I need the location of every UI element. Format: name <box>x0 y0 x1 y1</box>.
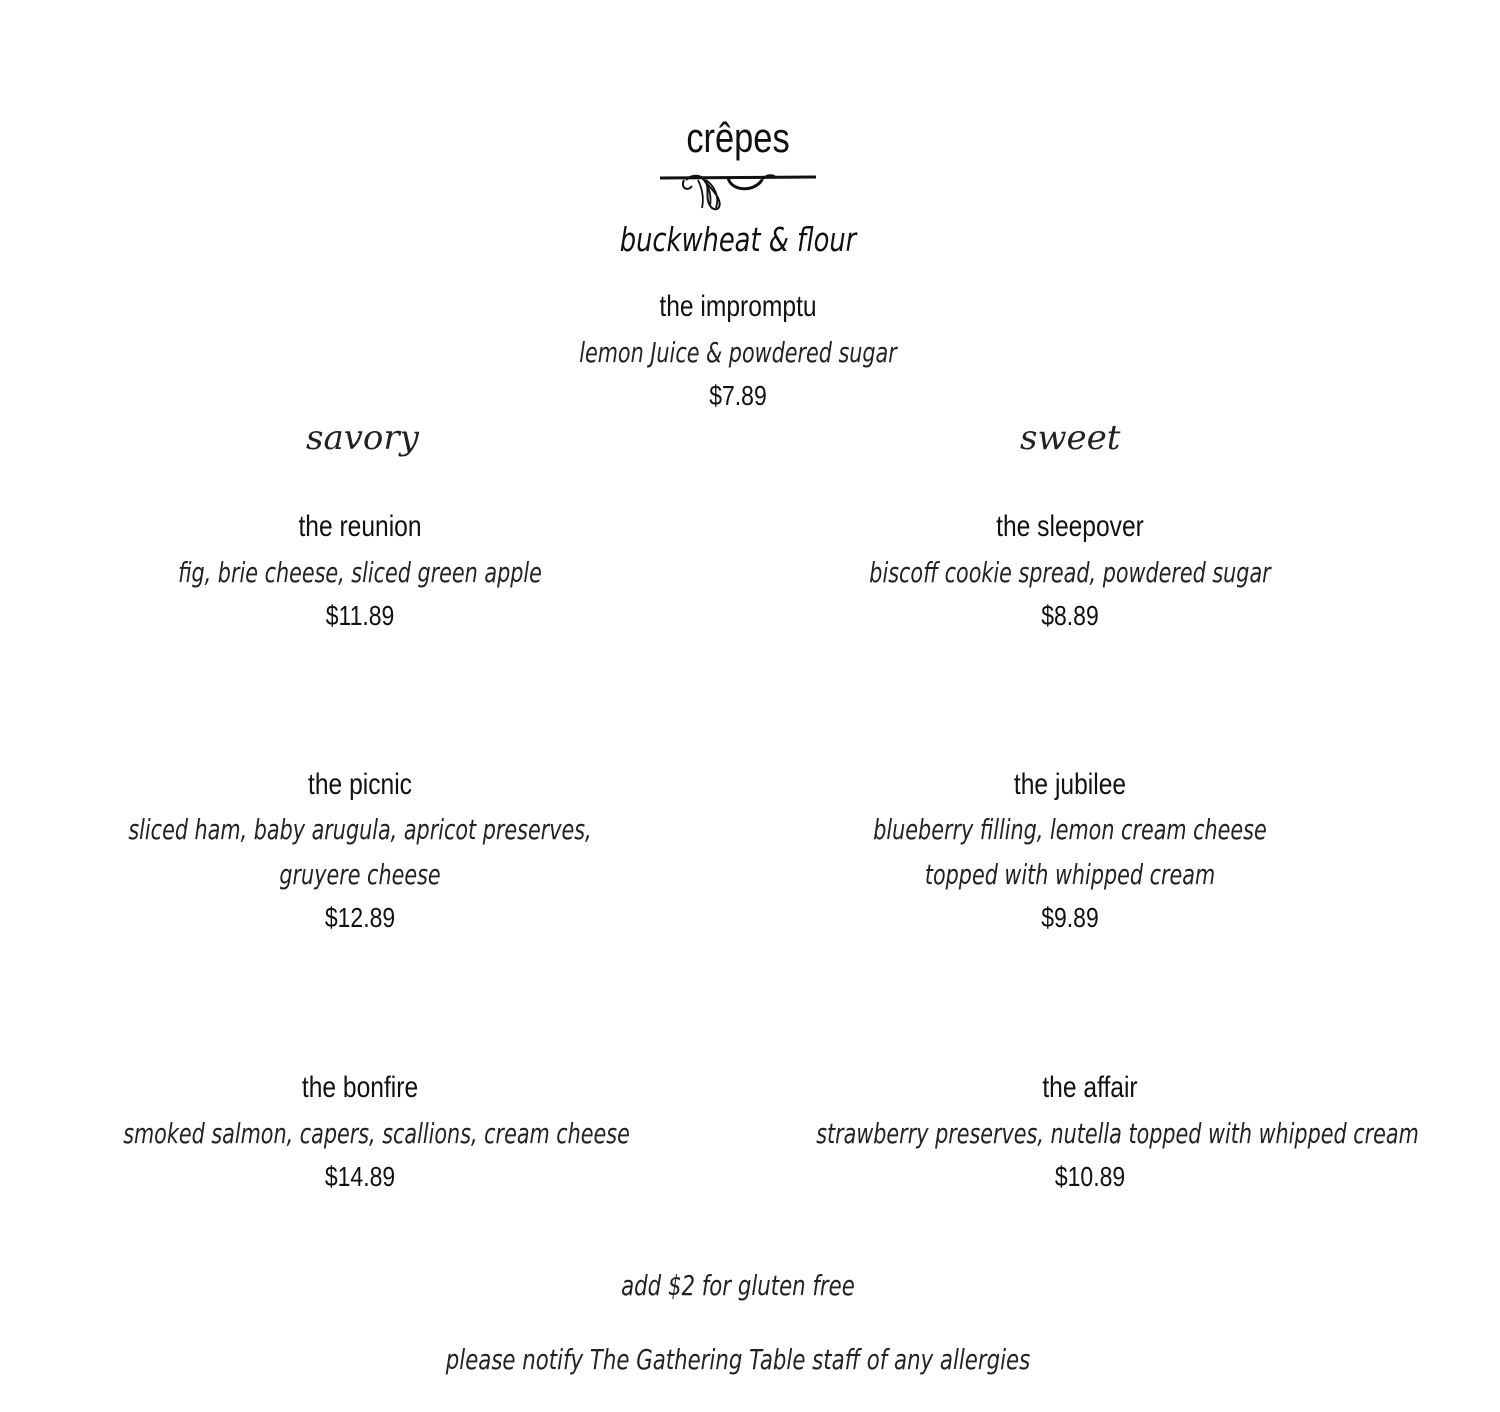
featured-item-description: lemon Juice & powdered sugar <box>579 336 897 369</box>
sweet-item-2-price: $10.89 <box>1054 1161 1126 1192</box>
menu-title: crêpes <box>686 114 790 161</box>
sweet-item-0-name: the sleepover <box>996 510 1144 543</box>
sweet-item-1-description-line-2: topped with whipped cream <box>924 858 1216 891</box>
featured-item-name: the impromptu <box>659 290 817 323</box>
savory-item-2-name: the bonfire <box>301 1071 419 1104</box>
sweet-item-2-description: strawberry preserves, nutella topped with whipped cream <box>816 1117 1419 1150</box>
gluten-free-note: add $2 for gluten free <box>621 1269 855 1302</box>
sweet-item-1-description-line-1: blueberry filling, lemon cream cheese <box>873 813 1267 846</box>
floral-divider-icon <box>658 168 820 214</box>
savory-item-0-name: the reunion <box>298 510 422 543</box>
savory-item-1-description-line-1: sliced ham, baby arugula, apricot preserves, <box>128 813 592 846</box>
sweet-item-2-name: the affair <box>1042 1071 1138 1104</box>
sweet-item-1-price: $9.89 <box>1041 902 1099 933</box>
sweet-item-1-name: the jubilee <box>1013 768 1127 801</box>
allergy-note: please notify The Gathering Table staff of any allergies <box>445 1343 1031 1376</box>
savory-item-1-description-line-2: gruyere cheese <box>279 858 441 891</box>
sweet-item-0-price: $8.89 <box>1041 600 1099 631</box>
savory-item-0-description: fig, brie cheese, sliced green apple <box>178 556 542 589</box>
savory-item-2-description: smoked salmon, capers, scallions, cream cheese <box>123 1117 630 1150</box>
sweet-section-label: sweet <box>1020 418 1121 458</box>
savory-item-0-price: $11.89 <box>325 600 395 631</box>
savory-item-1-name: the picnic <box>308 768 412 801</box>
sweet-item-0-description: biscoff cookie spread, powdered sugar <box>869 556 1271 589</box>
savory-section-label: savory <box>306 418 419 458</box>
featured-item-price: $7.89 <box>709 380 767 411</box>
savory-item-2-price: $14.89 <box>324 1161 396 1192</box>
menu-subtitle: buckwheat & flour <box>619 220 857 259</box>
savory-item-1-price: $12.89 <box>324 902 396 933</box>
